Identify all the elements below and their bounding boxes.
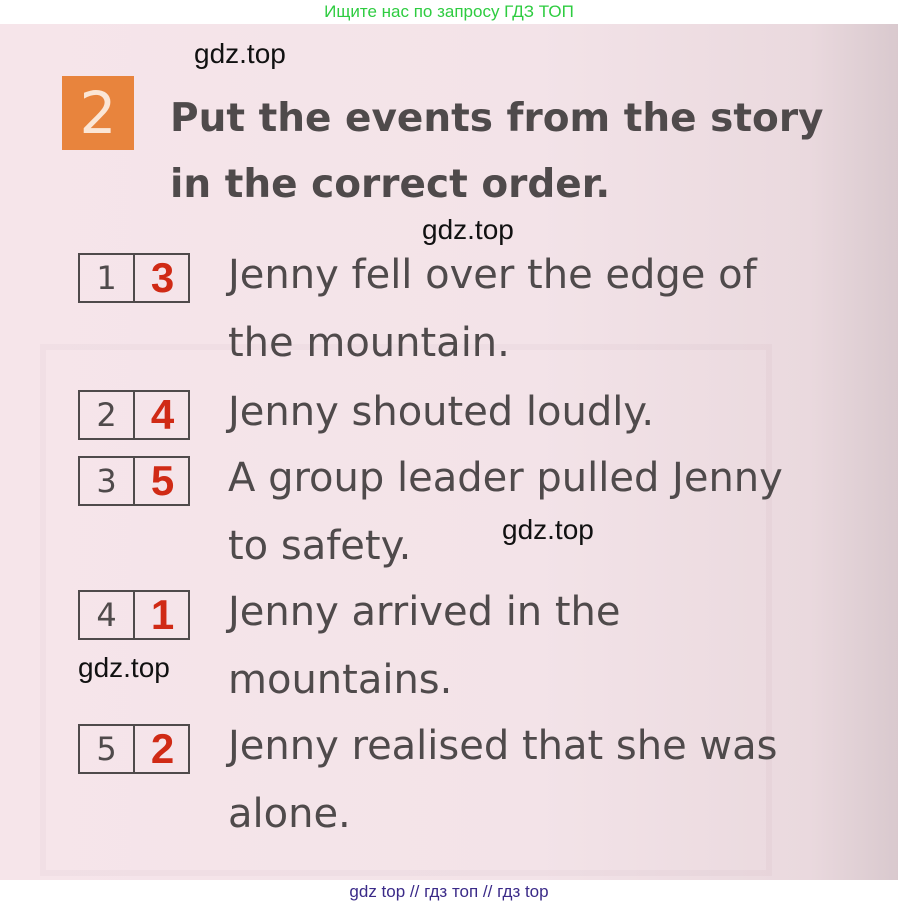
number-box: [78, 253, 190, 303]
event-text: [228, 444, 788, 580]
number-box: [78, 590, 190, 640]
number-box: [78, 390, 190, 440]
answer-number: 4: [150, 391, 175, 438]
event-text-line-1: Jenny arrived in the: [228, 589, 621, 635]
event-text-line-2: alone.: [228, 791, 351, 837]
event-text: [228, 578, 788, 714]
watermark: gdz.top: [502, 514, 594, 545]
event-number: 1: [96, 259, 117, 297]
exercise-number-badge: 2: [62, 76, 134, 150]
event-text-line-2: the mountain.: [228, 320, 510, 366]
event-text: [228, 241, 788, 377]
event-text: [228, 712, 788, 848]
event-text-line-1: A group leader pulled Jenny: [228, 455, 783, 501]
number-box: [78, 456, 190, 506]
footer-watermark: gdz top // гдз топ // гдз top: [0, 880, 898, 906]
answer-number: 3: [150, 254, 175, 301]
answer-number: 1: [150, 591, 175, 638]
event-text-line-1: Jenny fell over the edge of: [228, 252, 757, 298]
watermark: gdz.top: [422, 214, 514, 245]
number-box: [78, 724, 190, 774]
event-number: 4: [96, 596, 117, 634]
instruction-line-2: in the correct order.: [170, 162, 611, 207]
event-number: 3: [96, 462, 117, 500]
event-text-line-1: Jenny shouted loudly.: [228, 389, 655, 435]
watermark: gdz.top: [194, 38, 286, 69]
instruction-line-1: Put the events from the story: [170, 96, 824, 141]
event-text-line-1: Jenny realised that she was: [228, 723, 778, 769]
answer-number: 2: [150, 725, 175, 772]
event-text-line-2: to safety.: [228, 523, 412, 569]
watermark: gdz.top: [78, 652, 170, 683]
exercise-instruction: [170, 86, 870, 218]
event-number: 5: [96, 730, 117, 768]
answer-number: 5: [150, 457, 175, 504]
event-text-line-2: mountains.: [228, 657, 453, 703]
event-text: [228, 378, 788, 446]
top-banner: Ищите нас по запросу ГДЗ ТОП: [324, 2, 574, 21]
event-number: 2: [96, 396, 117, 434]
textbook-photo: [0, 24, 898, 880]
